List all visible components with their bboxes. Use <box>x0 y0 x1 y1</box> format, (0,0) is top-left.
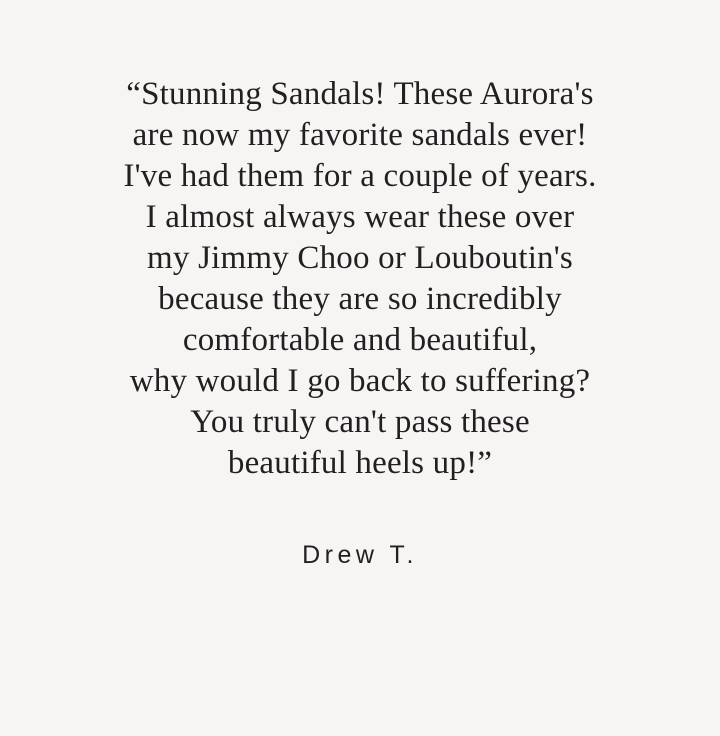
quote-line: I've had them for a couple of years. <box>123 158 597 194</box>
quote-line: why would I go back to suffering? <box>129 363 591 399</box>
quote-line: “Stunning Sandals! These Aurora's <box>126 76 594 112</box>
quote-line: beautiful heels up!” <box>227 445 493 481</box>
quote-line: comfortable and beautiful, <box>182 322 538 358</box>
quote-line: because they are so incredibly <box>158 281 562 317</box>
testimonial-quote <box>60 74 660 484</box>
quote-line: my Jimmy Choo or Louboutin's <box>147 240 573 276</box>
quote-line: You truly can't pass these <box>190 404 530 440</box>
quote-line: are now my favorite sandals ever! <box>132 117 588 153</box>
quote-line: I almost always wear these over <box>145 199 575 235</box>
testimonial-attribution: Drew T. <box>302 541 418 569</box>
